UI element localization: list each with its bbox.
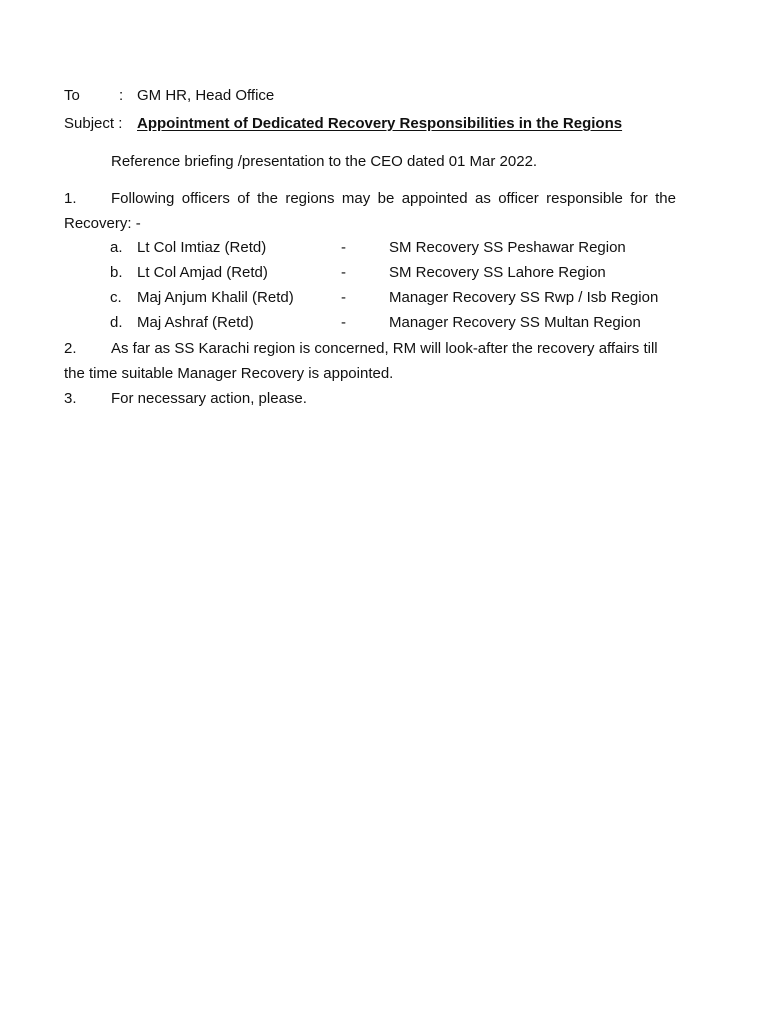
paragraph-1-text: Following officers of the regions may be appointed as officer responsible for the Recovery: - — [64, 190, 676, 232]
paragraph-2 — [64, 336, 676, 386]
officer-name: Lt Col Imtiaz (Retd) — [137, 239, 267, 256]
officer-name: Maj Ashraf (Retd) — [137, 314, 254, 331]
paragraph-2-number: 2. — [64, 340, 77, 357]
paragraph-2-text: As far as SS Karachi region is concerned, RM will look-after the recovery affairs till the time suitable Manager Recovery is appointed. — [64, 340, 658, 382]
paragraph-1 — [64, 186, 676, 236]
paragraph-3-text: For necessary action, please. — [111, 390, 307, 407]
to-colon: : — [119, 87, 124, 104]
paragraph-3 — [64, 386, 676, 411]
officer-letter: d. — [110, 314, 123, 331]
subject-title: Appointment of Dedicated Recovery Responsibilities in the Regions — [137, 115, 623, 132]
reference-line: Reference briefing /presentation to the CEO dated 01 Mar 2022. — [111, 153, 538, 170]
officer-name: Lt Col Amjad (Retd) — [137, 264, 268, 281]
officer-dash: - — [341, 239, 346, 256]
to-label: To — [64, 87, 80, 104]
to-recipient: GM HR, Head Office — [137, 87, 275, 104]
officer-role: Manager Recovery SS Multan Region — [389, 314, 641, 331]
paragraph-1-number: 1. — [64, 190, 77, 207]
officer-dash: - — [341, 314, 346, 331]
officer-letter: c. — [110, 289, 122, 306]
officer-dash: - — [341, 264, 346, 281]
officer-role: Manager Recovery SS Rwp / Isb Region — [389, 289, 659, 306]
subject-label: Subject : — [64, 115, 123, 132]
officer-name: Maj Anjum Khalil (Retd) — [137, 289, 294, 306]
paragraph-3-number: 3. — [64, 390, 77, 407]
officer-role: SM Recovery SS Peshawar Region — [389, 239, 626, 256]
officer-letter: a. — [110, 239, 123, 256]
officer-role: SM Recovery SS Lahore Region — [389, 264, 606, 281]
officer-dash: - — [341, 289, 346, 306]
officer-letter: b. — [110, 264, 123, 281]
